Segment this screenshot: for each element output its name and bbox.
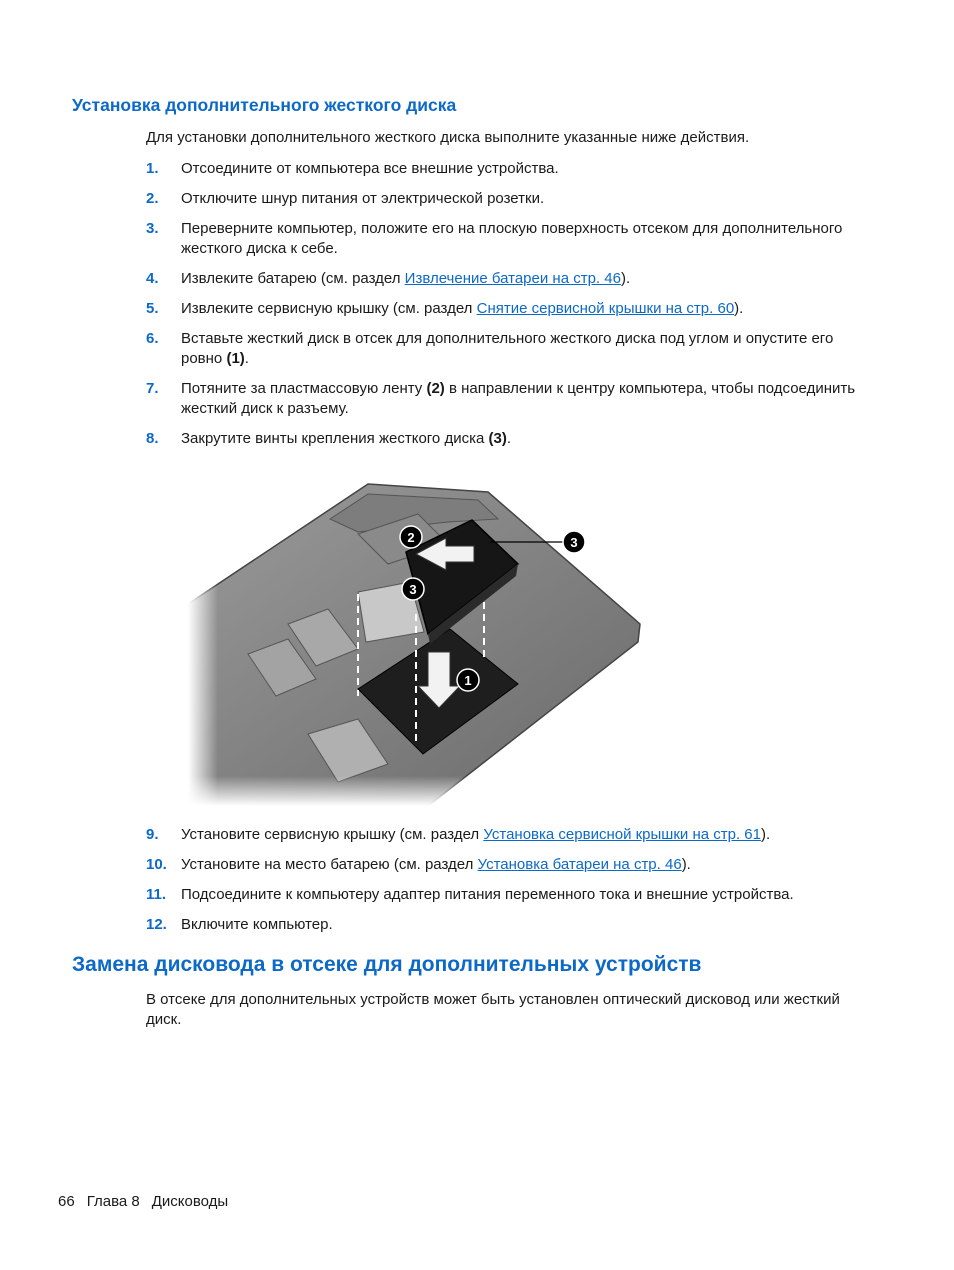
page-number: 66 bbox=[58, 1193, 75, 1210]
step-text: Извлеките батарею (см. раздел bbox=[181, 270, 405, 287]
step-text-end: ). bbox=[681, 856, 691, 873]
link-install-battery[interactable]: Установка батареи на стр. 46 bbox=[477, 856, 682, 873]
link-remove-battery[interactable]: Извлечение батареи на стр. 46 bbox=[404, 270, 621, 287]
callout-2 bbox=[400, 526, 422, 548]
callout-label: 3 bbox=[409, 582, 417, 597]
callout-3-middle bbox=[402, 578, 424, 600]
footer-chapter: Глава 8 bbox=[86, 1193, 140, 1210]
step-text: Извлеките сервисную крышку (см. раздел bbox=[181, 300, 477, 317]
step-text: Переверните компьютер, положите его на плоскую поверхность отсеком для дополнительного жесткого диска к себе. bbox=[181, 220, 843, 257]
intro-text: Для установки дополнительного жесткого диска выполните указанные ниже действия. bbox=[146, 129, 750, 146]
section-title: Установка дополнительного жесткого диска bbox=[72, 95, 457, 115]
callout-3-top bbox=[563, 531, 585, 553]
list-item bbox=[146, 379, 866, 419]
list-item bbox=[146, 159, 866, 179]
step-text: Установите на место батарею (см. раздел bbox=[181, 856, 478, 873]
list-item bbox=[146, 329, 866, 369]
step-number: 5. bbox=[146, 300, 159, 317]
callout-1 bbox=[457, 669, 479, 691]
step-number: 8. bbox=[146, 430, 159, 447]
callout-label: 1 bbox=[464, 673, 472, 688]
link-install-service-cover[interactable]: Установка сервисной крышки на стр. 61 bbox=[483, 826, 761, 843]
list-item bbox=[146, 269, 866, 289]
link-remove-service-cover[interactable]: Снятие сервисной крышки на стр. 60 bbox=[476, 300, 735, 317]
step-text-end: ). bbox=[620, 270, 631, 287]
callout-ref: (3) bbox=[488, 430, 507, 447]
step-number: 11. bbox=[146, 886, 167, 903]
step-text: Подсоедините к компьютеру адаптер питания переменного тока и внешние устройства. bbox=[181, 886, 794, 903]
step-text: Потяните за пластмассовую ленту bbox=[181, 380, 427, 397]
list-item bbox=[146, 189, 866, 209]
step-text: Закрутите винты крепления жесткого диска bbox=[181, 430, 489, 447]
step-number: 12. bbox=[146, 916, 167, 933]
footer-title: Дисководы bbox=[151, 1193, 229, 1210]
list-item bbox=[146, 299, 866, 319]
step-text-end: в направлении к центру компьютера, чтобы подсоединить жесткий диск к разъему. bbox=[181, 380, 856, 417]
list-item bbox=[146, 219, 866, 259]
steps-list-b bbox=[146, 825, 866, 945]
list-item bbox=[146, 429, 866, 449]
step-number: 4. bbox=[146, 270, 159, 287]
step-number: 7. bbox=[146, 380, 159, 397]
section2-title: Замена дисковода в отсеке для дополнительных устройств bbox=[72, 953, 702, 976]
step-number: 3. bbox=[146, 220, 159, 237]
step-text: Включите компьютер. bbox=[181, 916, 333, 933]
step-number: 1. bbox=[146, 160, 159, 177]
step-text-end: ). bbox=[760, 826, 771, 843]
callout-label: 2 bbox=[407, 530, 415, 545]
step-text: Отключите шнур питания от электрической розетки. bbox=[181, 190, 545, 207]
list-item bbox=[146, 885, 866, 905]
step-text: Вставьте жесткий диск в отсек для дополнительного жесткого диска под углом и опустите его ровно bbox=[181, 330, 834, 367]
step-number: 2. bbox=[146, 190, 159, 207]
step-text-end: . bbox=[506, 430, 511, 447]
list-item bbox=[146, 825, 866, 845]
step-text: Установите сервисную крышку (см. раздел bbox=[181, 826, 484, 843]
step-number: 6. bbox=[146, 330, 159, 347]
list-item bbox=[146, 915, 866, 935]
steps-list-a bbox=[146, 159, 866, 459]
section2-text: В отсеке для дополнительных устройств может быть установлен оптический дисковод или жесткий диск. bbox=[146, 991, 840, 1028]
callout-ref: (2) bbox=[426, 380, 445, 397]
step-number: 9. bbox=[146, 826, 159, 843]
callout-label: 3 bbox=[570, 535, 578, 550]
list-item bbox=[146, 855, 866, 875]
step-text: Отсоедините от компьютера все внешние устройства. bbox=[181, 160, 559, 177]
step-text-end: ). bbox=[734, 300, 744, 317]
callout-ref: (1) bbox=[226, 350, 245, 367]
step-text-end: . bbox=[244, 350, 249, 367]
page-footer bbox=[58, 1193, 240, 1210]
hard-drive-installation-illustration bbox=[188, 464, 642, 806]
step-number: 10. bbox=[146, 856, 167, 873]
